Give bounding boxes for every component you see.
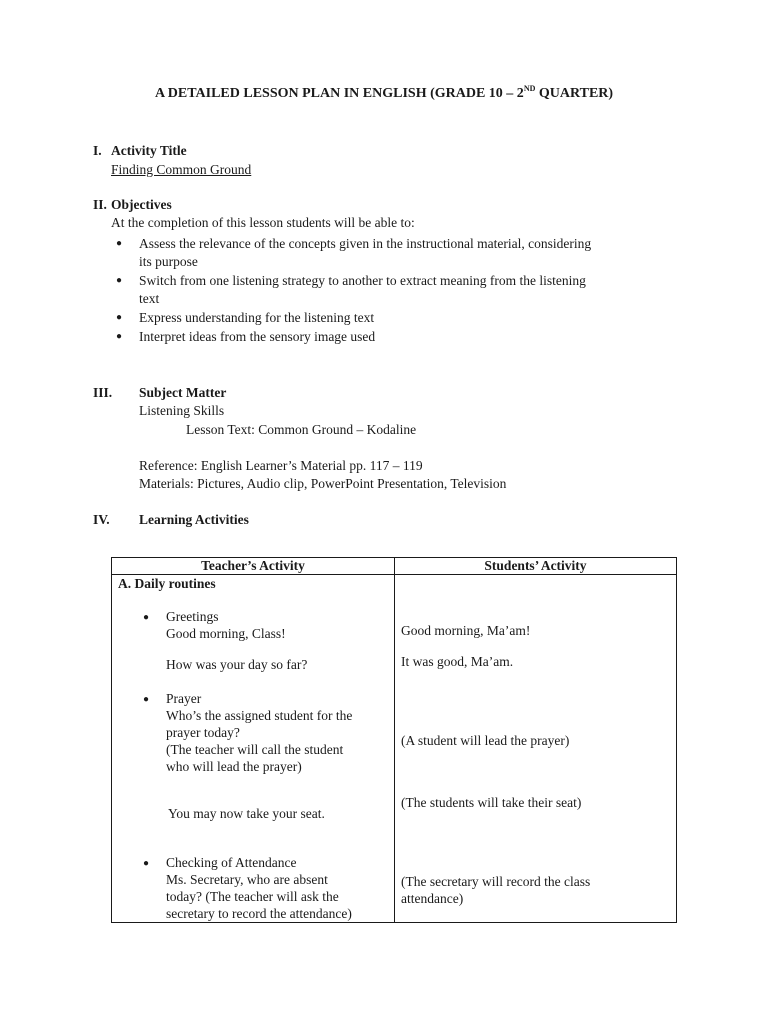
students-activity-header: Students’ Activity <box>395 558 677 575</box>
greetings-label: Greetings <box>166 609 219 624</box>
teacher-good-morning: Good morning, Class! <box>166 626 286 641</box>
objective-item-cont: its purpose <box>139 254 198 269</box>
students-take-seat: (The students will take their seat) <box>401 795 582 810</box>
subject-topic: Listening Skills <box>139 403 225 418</box>
objective-item: Express understanding for the listening text <box>139 310 375 325</box>
teacher-activity-header: Teacher’s Activity <box>112 558 395 575</box>
learning-activities-heading: Learning Activities <box>139 512 249 527</box>
title-superscript: ND <box>523 84 536 93</box>
prayer-question-line: prayer today? <box>166 725 240 740</box>
objective-item: Assess the relevance of the concepts given in the instructional material, considering <box>139 236 592 251</box>
table-header-row <box>112 558 677 575</box>
students-lead-prayer: (A student will lead the prayer) <box>401 733 570 748</box>
students-record-line: attendance) <box>401 891 464 906</box>
objective-item-cont: text <box>139 291 160 306</box>
bullet-icon: ● <box>143 694 150 705</box>
objectives-intro: At the completion of this lesson students will be able to: <box>111 215 415 230</box>
prayer-label: Prayer <box>166 691 202 706</box>
objective-item: Switch from one listening strategy to another to extract meaning from the listening <box>139 273 586 288</box>
teacher-take-seat: You may now take your seat. <box>168 806 325 821</box>
section-number-3: III. <box>93 385 113 400</box>
bullet-icon: ● <box>116 312 123 323</box>
reference-text: Reference: English Learner’s Material pp. 117 – 119 <box>139 458 423 473</box>
bullet-icon: ● <box>116 331 123 342</box>
objectives-heading: Objectives <box>111 197 172 212</box>
attendance-line: Ms. Secretary, who are absent <box>166 872 328 887</box>
activities-table <box>111 557 677 923</box>
document-title: A DETAILED LESSON PLAN IN ENGLISH (GRADE 10 – 2ND QUARTER) <box>154 84 614 101</box>
prayer-note-line: who will lead the prayer) <box>166 759 302 774</box>
students-record-line: (The secretary will record the class <box>401 874 591 889</box>
students-activity-cell <box>395 575 677 923</box>
daily-routines-label: A. Daily routines <box>118 576 216 591</box>
teacher-how-was-day: How was your day so far? <box>166 657 308 672</box>
materials-text: Materials: Pictures, Audio clip, PowerPoint Presentation, Television <box>139 476 507 491</box>
objective-item: Interpret ideas from the sensory image used <box>139 329 376 344</box>
section-number-4: IV. <box>93 512 110 527</box>
attendance-label: Checking of Attendance <box>166 855 297 870</box>
activity-title-heading: Activity Title <box>111 143 187 158</box>
bullet-icon: ● <box>143 612 150 623</box>
bullet-icon: ● <box>116 238 123 249</box>
activity-title-value: Finding Common Ground <box>111 162 252 177</box>
teacher-activity-cell <box>112 575 395 923</box>
bullet-icon: ● <box>143 858 150 869</box>
students-good: It was good, Ma’am. <box>401 654 514 669</box>
prayer-question-line: Who’s the assigned student for the <box>166 708 353 723</box>
students-good-morning: Good morning, Ma’am! <box>401 623 531 638</box>
attendance-line: today? (The teacher will ask the <box>166 889 339 904</box>
attendance-line: secretary to record the attendance) <box>166 906 352 921</box>
section-number-1: I. <box>93 143 102 158</box>
section-number-2: II. <box>93 197 107 212</box>
lesson-text: Lesson Text: Common Ground – Kodaline <box>186 422 417 437</box>
bullet-icon: ● <box>116 275 123 286</box>
subject-matter-heading: Subject Matter <box>139 385 227 400</box>
table-row <box>112 575 677 923</box>
prayer-note-line: (The teacher will call the student <box>166 742 344 757</box>
